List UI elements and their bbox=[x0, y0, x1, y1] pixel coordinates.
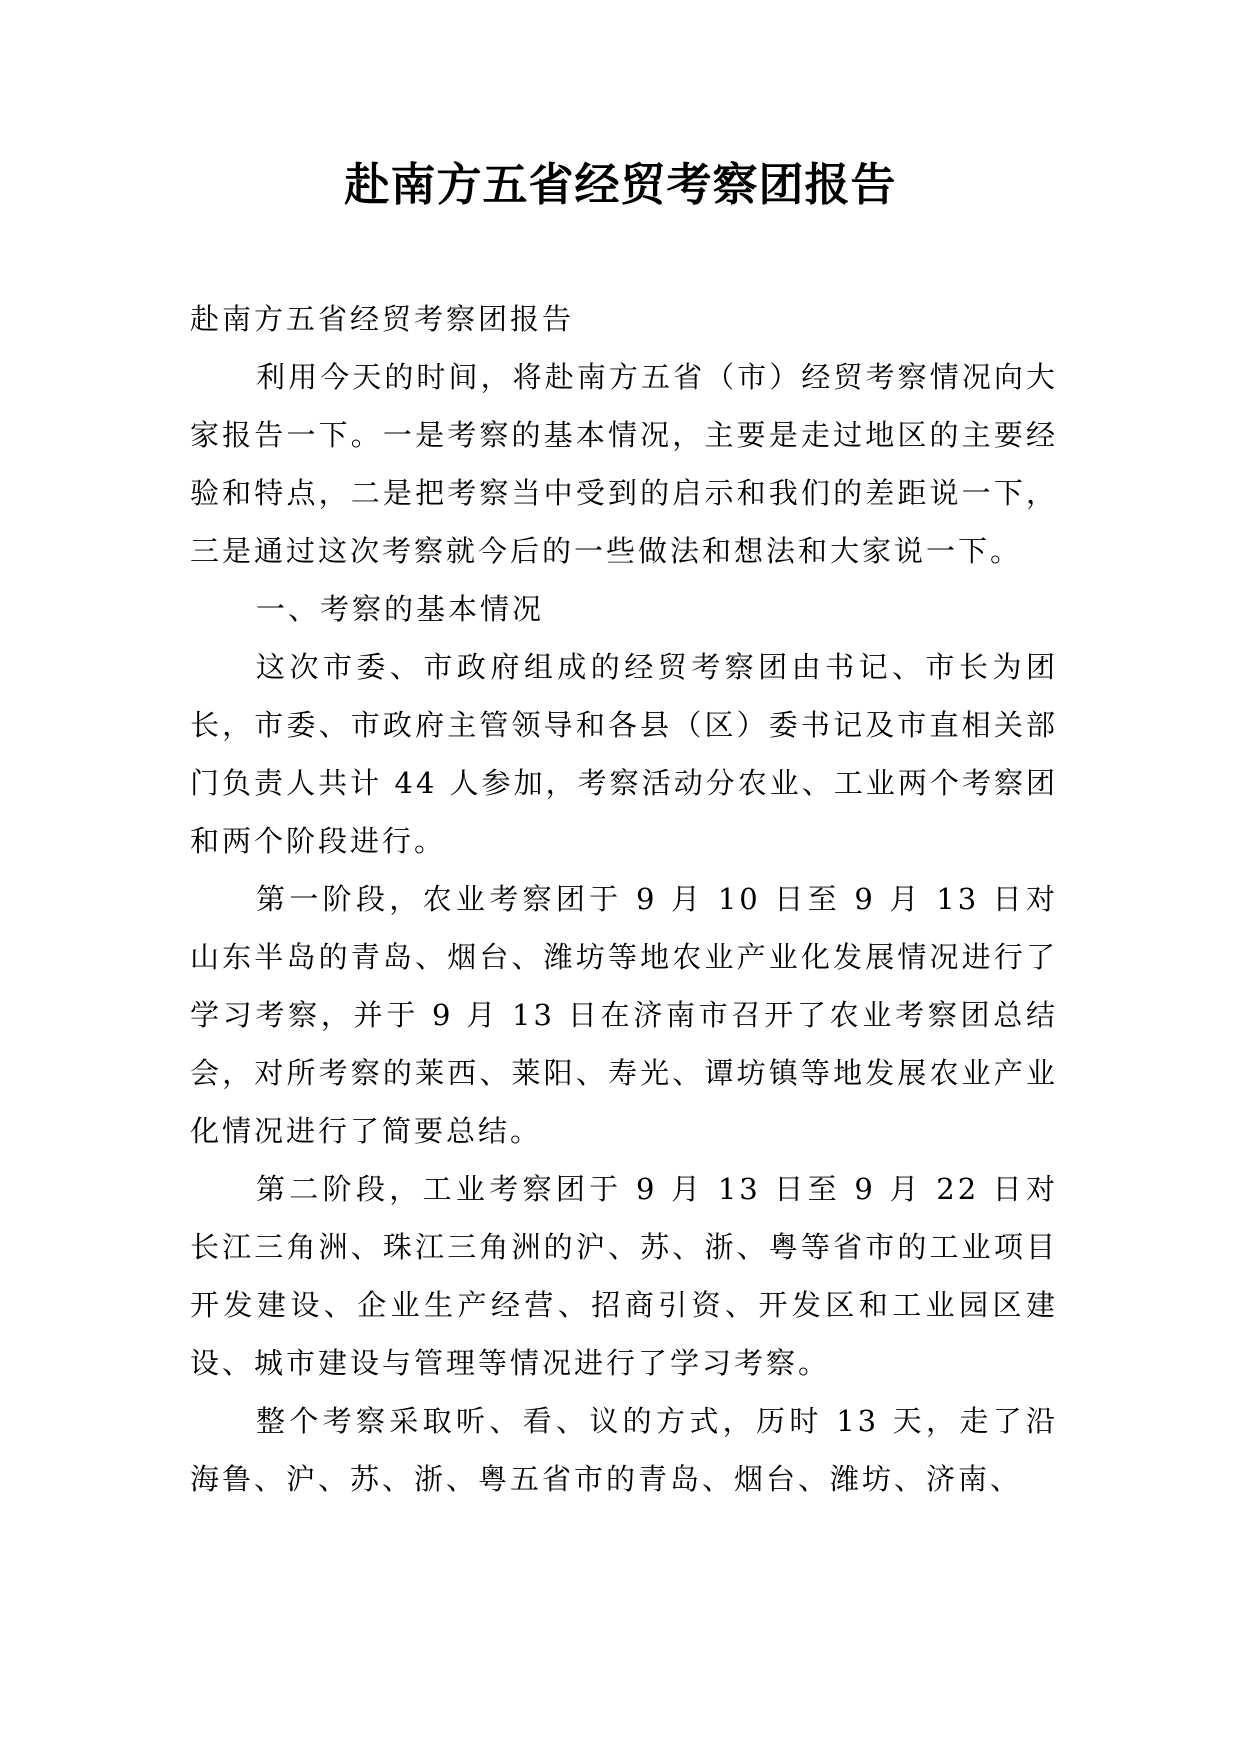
paragraph: 利用今天的时间，将赴南方五省（市）经贸考察情况向大家报告一下。一是考察的基本情况，主要是走过地区的主要经验和特点，二是把考察当中受到的启示和我们的差距说一下，三是通过这次考察就今后的一些做法和想法和大家说一下。 bbox=[190, 360, 1058, 568]
paragraph: 第一阶段，农业考察团于 9 月 10 日至 9 月 13 日对山东半岛的青岛、烟台、潍坊等地农业产业化发展情况进行了学习考察，并于 9 月 13 日在济南市召开了农业考察团总结会，对所考察的莱西、莱阳、寿光、谭坊镇等地发展农业产业化情况进行了简要总结。 bbox=[190, 882, 1058, 1148]
paragraph: 赴南方五省经贸考察团报告 bbox=[190, 302, 575, 336]
document-body bbox=[190, 290, 1058, 1508]
paragraph: 整个考察采取听、看、议的方式，历时 13 天，走了沿海鲁、沪、苏、浙、粤五省市的青岛、烟台、潍坊、济南、 bbox=[190, 1404, 1058, 1496]
paragraph: 第二阶段，工业考察团于 9 月 13 日至 9 月 22 日对长江三角洲、珠江三角洲的沪、苏、浙、粤等省市的工业项目开发建设、企业生产经营、招商引资、开发区和工业园区建设、城市建设与管理等情况进行了学习考察。 bbox=[190, 1172, 1058, 1380]
paragraph: 这次市委、市政府组成的经贸考察团由书记、市长为团长，市委、市政府主管领导和各县（区）委书记及市直相关部门负责人共计 44 人参加，考察活动分农业、工业两个考察团和两个阶段进行。 bbox=[190, 650, 1058, 858]
document-title: 赴南方五省经贸考察团报告 bbox=[344, 158, 897, 211]
section-heading: 一、考察的基本情况 bbox=[256, 592, 545, 626]
